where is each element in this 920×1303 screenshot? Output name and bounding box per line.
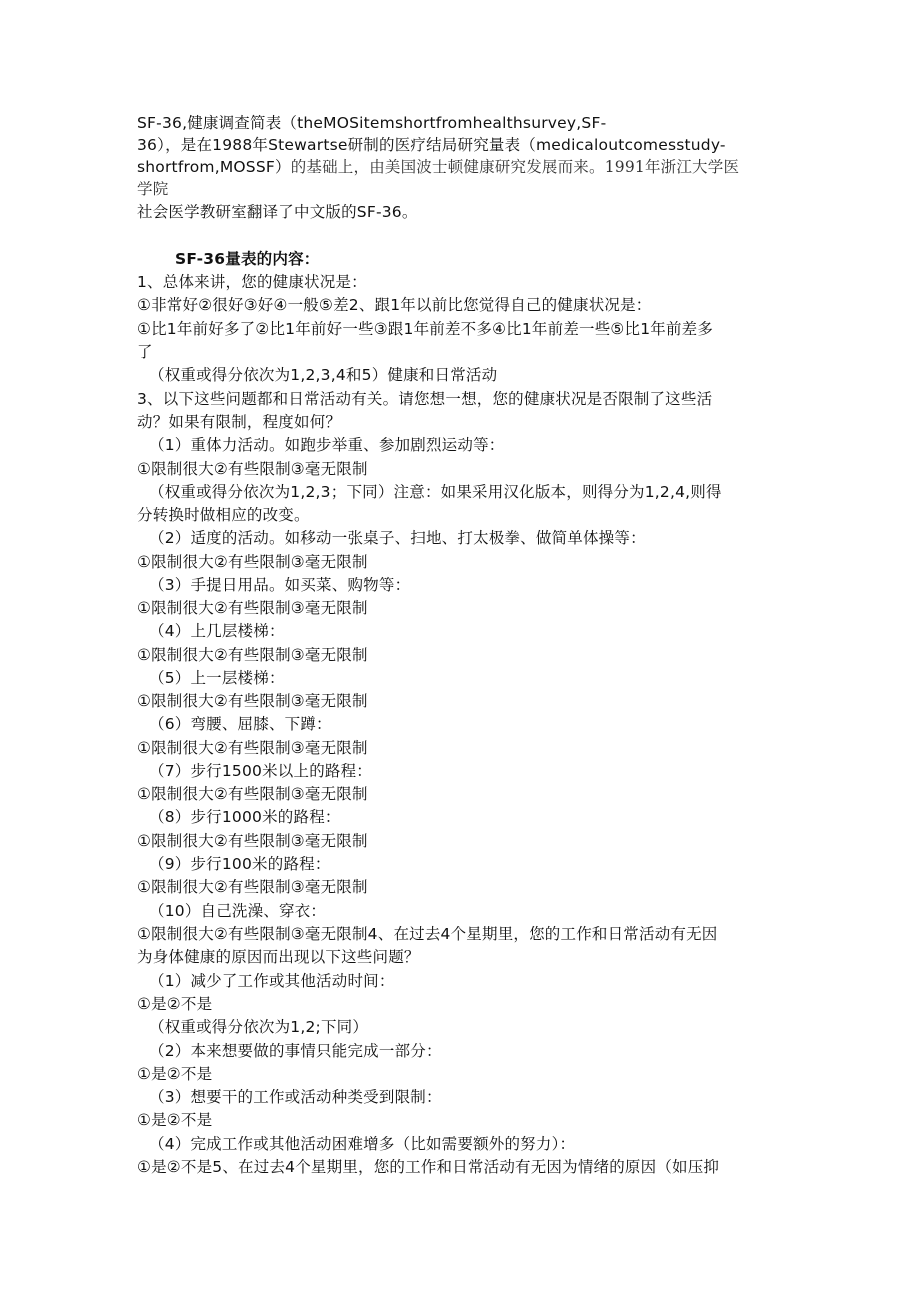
body-line: ①限制很大②有些限制③毫无限制	[137, 599, 368, 617]
intro-fragment: shortfrom,MOSSF）	[137, 158, 291, 176]
intro-fragment: 的基础上，由美国波士顿健康研究发展而来。1991年浙江大学医	[290, 158, 740, 176]
body-line: （1）重体力活动。如跑步举重、参加剧烈运动等：	[149, 436, 505, 454]
body-line: （3）想要干的工作或活动种类受到限制：	[149, 1088, 442, 1106]
body-line: 分转换时做相应的改变。	[137, 506, 310, 524]
intro-line: SF-36,健康调查简表（theMOSitemshortfromhealthsurvey,SF-	[137, 114, 607, 132]
body-line: ①限制很大②有些限制③毫无限制	[137, 878, 368, 896]
body-line: （4）完成工作或其他活动困难增多（比如需要额外的努力）：	[149, 1135, 576, 1153]
body-line: ①是②不是5、在过去4个星期里，您的工作和日常活动有无因为情绪的原因（如压抑	[137, 1158, 720, 1176]
body-line: ①限制很大②有些限制③毫无限制	[137, 832, 368, 850]
body-line: ①是②不是	[137, 1065, 213, 1083]
body-line: ①限制很大②有些限制③毫无限制	[137, 460, 368, 478]
body-line: ①限制很大②有些限制③毫无限制	[137, 785, 368, 803]
body-line: 动？如果有限制，程度如何？	[137, 413, 342, 431]
body-line: 1、总体来讲，您的健康状况是：	[137, 273, 367, 291]
body-line: （6）弯腰、屈膝、下蹲：	[149, 715, 332, 733]
body-line: ①限制很大②有些限制③毫无限制	[137, 646, 368, 664]
body-line: ①是②不是	[137, 995, 213, 1013]
body-line: ①限制很大②有些限制③毫无限制4、在过去4个星期里，您的工作和日常活动有无因	[137, 925, 718, 943]
body-line: ①限制很大②有些限制③毫无限制	[137, 553, 368, 571]
body-line: 3、以下这些问题都和日常活动有关。请您想一想，您的健康状况是否限制了这些活	[137, 390, 713, 408]
intro-line	[137, 156, 739, 178]
body-line: （2）本来想要做的事情只能完成一部分：	[149, 1042, 442, 1060]
body-line: 为身体健康的原因而出现以下这些问题？	[137, 948, 420, 966]
body-line: ①限制很大②有些限制③毫无限制	[137, 739, 368, 757]
body-line: （权重或得分依次为1,2,3,4和5）健康和日常活动	[149, 366, 498, 384]
body-line: （5）上一层楼梯：	[149, 669, 285, 687]
body-line: （3）手提日用品。如买菜、购物等：	[149, 576, 411, 594]
body-line: 了	[137, 343, 153, 361]
body-line: （10）自己洗澡、穿衣：	[149, 902, 327, 920]
body-line: （9）步行100米的路程：	[149, 855, 331, 873]
body-line: （2）适度的活动。如移动一张桌子、扫地、打太极拳、做简单体操等：	[149, 529, 646, 547]
body-line: （权重或得分依次为1,2;下同）	[149, 1018, 369, 1036]
body-line: ①是②不是	[137, 1111, 213, 1129]
section-title: SF-36量表的内容：	[175, 250, 320, 268]
body-line: ①比1年前好多了②比1年前好一些③跟1年前差不多④比1年前差一些⑤比1年前差多	[137, 320, 714, 338]
body-line: （8）步行1000米的路程：	[149, 808, 341, 826]
body-line: （权重或得分依次为1,2,3；下同）注意：如果采用汉化版本，则得分为1,2,4,则得	[149, 483, 722, 501]
intro-line: 社会医学教研室翻译了中文版的SF-36。	[137, 203, 418, 221]
intro-line: 36），是在1988年Stewartse研制的医疗结局研究量表（medicaloutcomesstudy-	[137, 136, 726, 154]
intro-line: 学院	[137, 180, 169, 198]
body-line: ①限制很大②有些限制③毫无限制	[137, 692, 368, 710]
body-line: ①非常好②很好③好④一般⑤差2、跟1年以前比您觉得自己的健康状况是：	[137, 296, 652, 314]
body-line: （7）步行1500米以上的路程：	[149, 762, 373, 780]
body-line: （1）减少了工作或其他活动时间：	[149, 972, 395, 990]
body-line: （4）上几层楼梯：	[149, 622, 285, 640]
